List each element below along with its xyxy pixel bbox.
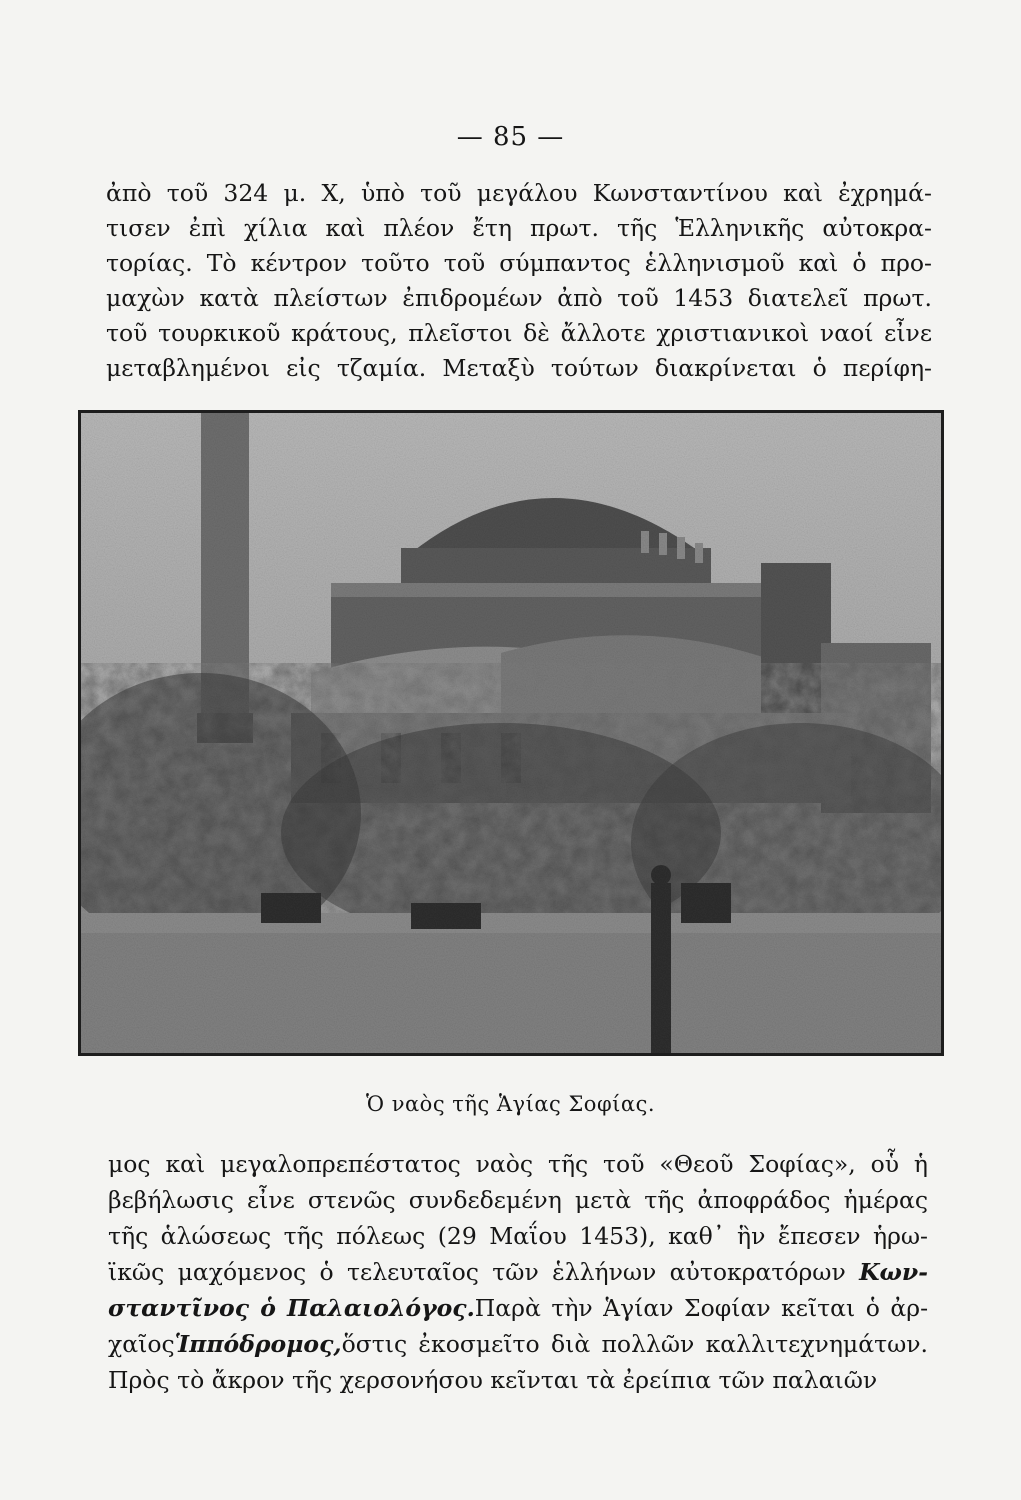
text-line: Πρὸς τὸ ἄκρον τῆς χερσονήσου κεῖνται τὰ ἐρείπια τῶν παλαιῶν (108, 1366, 878, 1394)
text-line: τισεν ἐπὶ χίλια καὶ πλέον ἔτη πρωτ. τῆς Ἑλληνικῆς αὐτοκρα- (106, 214, 932, 242)
emphasized-name: Κων- (859, 1258, 928, 1286)
text-fragment: Παρὰ τὴν Ἁγίαν Σοφίαν κεῖται ὁ ἀρ- (474, 1294, 928, 1322)
text-line (108, 1326, 928, 1362)
text-line: μος καὶ μεγαλοπρεπέστατος ναὸς τῆς τοῦ «Θεοῦ Σοφίας», οὗ ἡ (108, 1150, 928, 1178)
page-number: — 85 — (456, 122, 565, 152)
text-fragment: ϊκῶς μαχόμενος ὁ τελευταῖος τῶν ἑλλήνων αὐτοκρατόρων (108, 1258, 846, 1286)
text-line (108, 1290, 928, 1326)
emphasized-name: σταντῖνος ὁ Παλαιολόγος. (108, 1294, 475, 1322)
text-line: βεβήλωσις εἶνε στενῶς συνδεδεμένη μετὰ τῆς ἀποφράδος ἡμέρας (108, 1186, 928, 1214)
emphasized-name: Ἱππόδρομος, (174, 1330, 342, 1358)
text-fragment: χαῖος (108, 1330, 175, 1358)
text-line: τοῦ τουρκικοῦ κράτους, πλεῖστοι δὲ ἄλλοτε χριστιανικοὶ ναοί εἶνε (106, 319, 932, 347)
text-line (108, 1254, 928, 1290)
top-paragraph (106, 176, 932, 386)
text-line: τῆς ἁλώσεως τῆς πόλεως (29 Μαΐου 1453), καθ᾽ ἣν ἔπεσεν ἡρω- (108, 1222, 928, 1250)
text-fragment: ὅστις ἐκοσμεῖτο διὰ πολλῶν καλλιτεχνημάτων. (341, 1330, 928, 1358)
text-line: μαχὼν κατὰ πλείστων ἐπιδρομέων ἀπὸ τοῦ 1453 διατελεῖ πρωτ. (106, 284, 932, 312)
text-line: τορίας. Τὸ κέντρον τοῦτο τοῦ σύμπαντος ἑλληνισμοῦ καὶ ὁ προ- (106, 249, 932, 277)
hagia-sophia-photo (78, 410, 944, 1056)
bottom-paragraph (108, 1146, 928, 1398)
figure-caption: Ὁ ναὸς τῆς Ἁγίας Σοφίας. (366, 1092, 655, 1116)
text-line: μεταβλημένοι εἰς τζαμία. Μεταξὺ τούτων διακρίνεται ὁ περίφη- (106, 354, 932, 382)
text-line: ἀπὸ τοῦ 324 μ. Χ, ὑπὸ τοῦ μεγάλου Κωνσταντίνου καὶ ἐχρημά- (106, 179, 932, 207)
